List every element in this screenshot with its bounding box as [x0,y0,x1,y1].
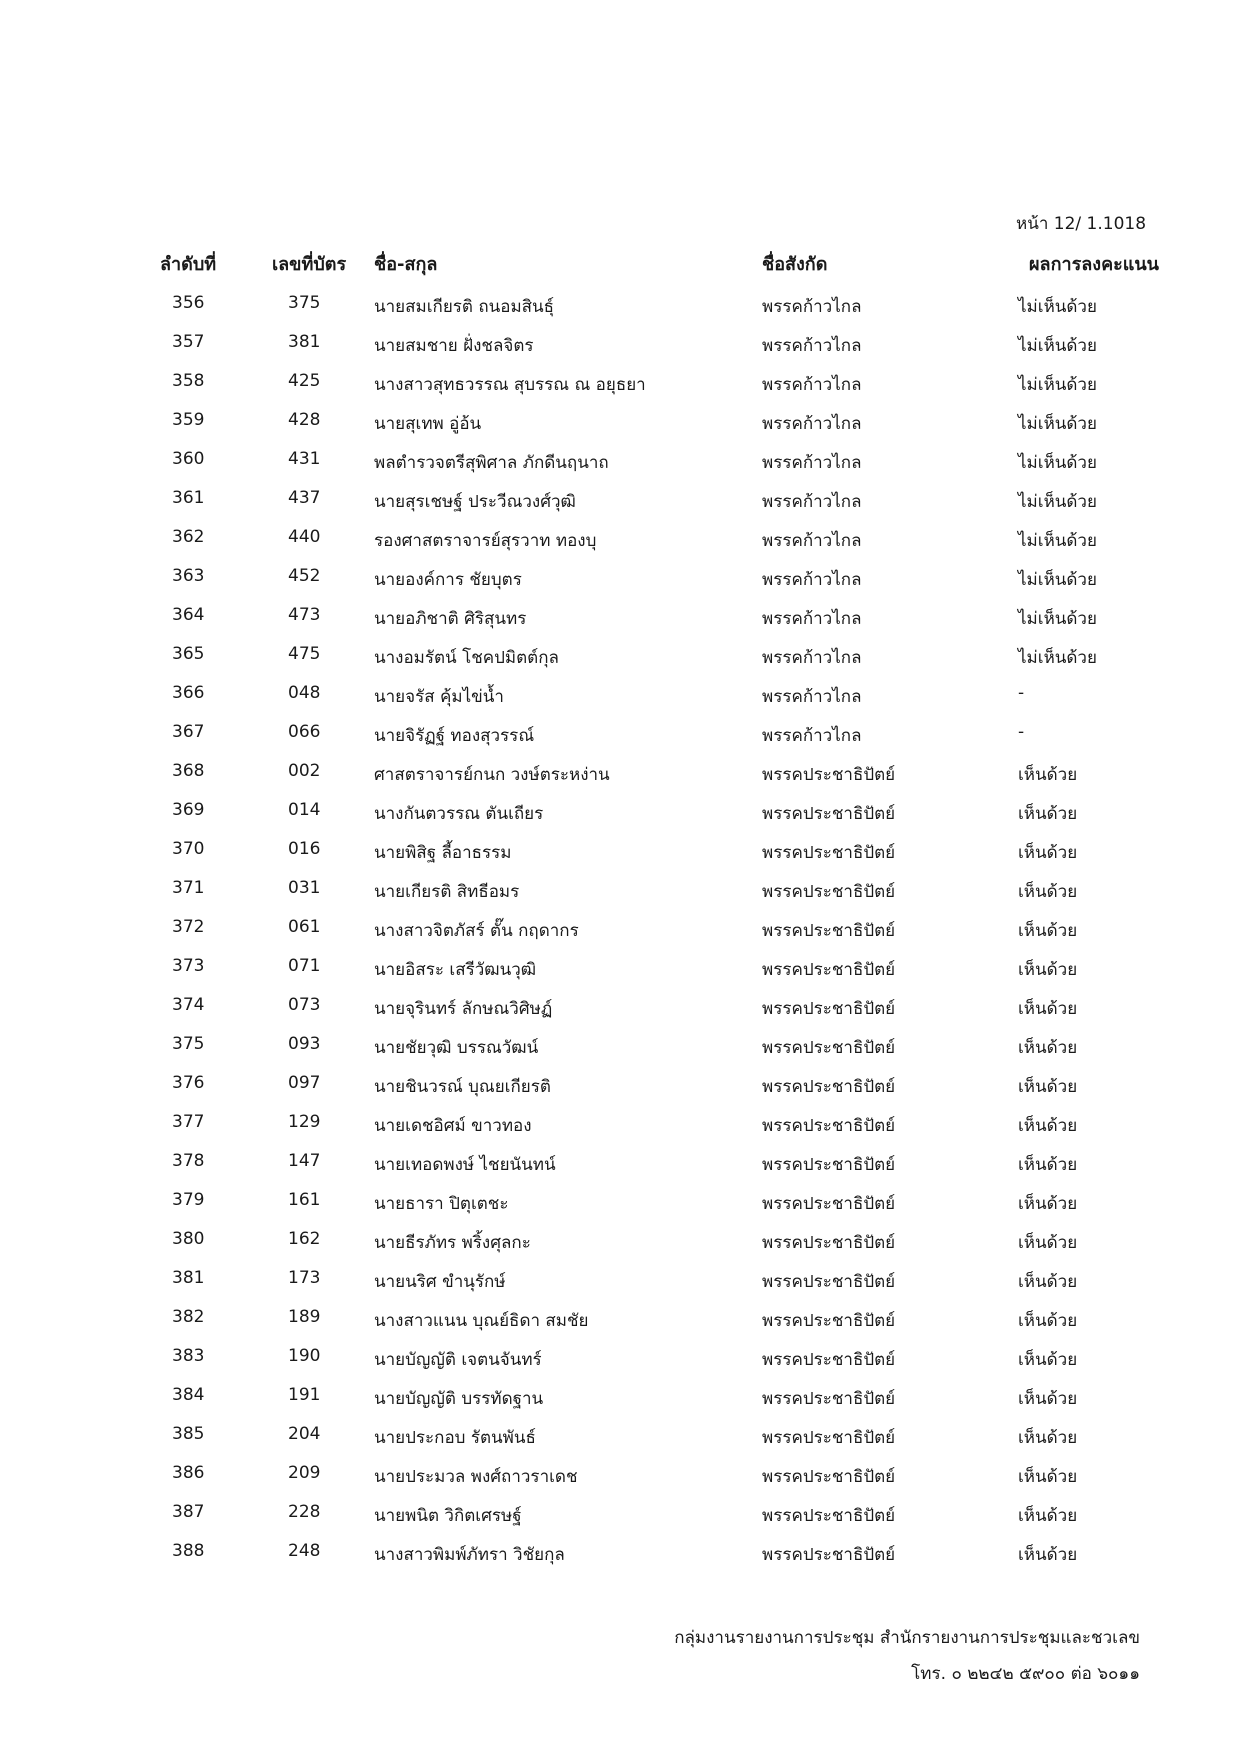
row-card-number: 073 [288,995,321,1015]
row-name: นางกันตวรรณ ตันเถียร [374,804,544,824]
row-card-number: 228 [288,1502,321,1522]
row-vote-result: เห็นด้วย [1018,921,1078,941]
row-name: นางสาวพิมพ์ภัทรา วิชัยกุล [374,1545,565,1565]
row-party: พรรคประชาธิปัตย์ [762,1506,896,1526]
row-party: พรรคประชาธิปัตย์ [762,1038,896,1058]
row-sequence: 381 [172,1268,205,1288]
row-sequence: 363 [172,566,205,586]
row-card-number: 031 [288,878,321,898]
table-row [160,1260,1170,1299]
row-sequence: 362 [172,527,205,547]
row-vote-result: เห็นด้วย [1018,1428,1078,1448]
row-party: พรรคก้าวไกล [762,297,862,317]
row-card-number: 248 [288,1541,321,1561]
row-name: นายองค์การ ชัยบุตร [374,570,522,590]
row-sequence: 366 [172,683,205,703]
table-row [160,1026,1170,1065]
row-sequence: 382 [172,1307,205,1327]
row-party: พรรคประชาธิปัตย์ [762,999,896,1019]
row-name: นายสุเทพ อู่อ้น [374,414,482,434]
table-row [160,870,1170,909]
row-vote-result: เห็นด้วย [1018,1545,1078,1565]
row-vote-result: เห็นด้วย [1018,1116,1078,1136]
row-card-number: 440 [288,527,321,547]
row-card-number: 048 [288,683,321,703]
row-card-number: 473 [288,605,321,625]
row-card-number: 161 [288,1190,321,1210]
row-card-number: 452 [288,566,321,586]
table-row [160,1221,1170,1260]
row-card-number: 209 [288,1463,321,1483]
row-name: นางสาวสุทธวรรณ สุบรรณ ณ อยุธยา [374,375,646,395]
row-sequence: 388 [172,1541,205,1561]
table-row [160,519,1170,558]
header-card-number: เลขที่บัตร [272,254,347,275]
row-name: นายนริศ ขำนุรักษ์ [374,1272,506,1292]
row-name: นายพิสิฐ ลี้อาธรรม [374,843,512,863]
row-name: นายพนิต วิกิตเศรษฐ์ [374,1506,522,1526]
row-card-number: 381 [288,332,321,352]
row-sequence: 383 [172,1346,205,1366]
row-name: นายธารา ปิตุเตชะ [374,1194,509,1214]
table-row [160,1416,1170,1455]
row-vote-result: - [1018,683,1025,703]
row-name: นายสุรเชษฐ์ ประวีณวงศ์วุฒิ [374,492,576,512]
row-vote-result: เห็นด้วย [1018,1194,1078,1214]
row-party: พรรคก้าวไกล [762,687,862,707]
row-party: พรรคก้าวไกล [762,726,862,746]
row-party: พรรคประชาธิปัตย์ [762,921,896,941]
row-name: นายอภิชาติ ศิริสุนทร [374,609,527,629]
row-name: นายเทอดพงษ์ ไชยนันทน์ [374,1155,556,1175]
row-sequence: 370 [172,839,205,859]
row-name: นายจรัส คุ้มไข่น้ำ [374,687,504,707]
row-sequence: 378 [172,1151,205,1171]
row-card-number: 191 [288,1385,321,1405]
row-sequence: 373 [172,956,205,976]
row-party: พรรคประชาธิปัตย์ [762,1272,896,1292]
row-name: นายจุรินทร์ ลักษณวิศิษฏ์ [374,999,553,1019]
row-vote-result: ไม่เห็นด้วย [1018,297,1097,317]
row-vote-result: เห็นด้วย [1018,804,1078,824]
row-card-number: 437 [288,488,321,508]
row-name: นายเกียรติ สิทธีอมร [374,882,520,902]
table-row [160,1104,1170,1143]
table-row [160,285,1170,324]
row-vote-result: เห็นด้วย [1018,1233,1078,1253]
row-sequence: 359 [172,410,205,430]
row-party: พรรคประชาธิปัตย์ [762,1467,896,1487]
row-name: นายอิสระ เสรีวัฒนวุฒิ [374,960,537,980]
table-row [160,558,1170,597]
row-vote-result: เห็นด้วย [1018,1350,1078,1370]
footer [640,1620,1140,1692]
header-name: ชื่อ-สกุล [374,254,438,275]
row-sequence: 376 [172,1073,205,1093]
row-sequence: 384 [172,1385,205,1405]
row-vote-result: เห็นด้วย [1018,1077,1078,1097]
row-name: รองศาสตราจารย์สุรวาท ทองบุ [374,531,597,551]
row-party: พรรคก้าวไกล [762,570,862,590]
row-party: พรรคประชาธิปัตย์ [762,1116,896,1136]
row-name: นายจิรัฏฐ์ ทองสุวรรณ์ [374,726,535,746]
header-vote-result: ผลการลงคะแนน [1029,254,1159,275]
row-sequence: 357 [172,332,205,352]
row-party: พรรคประชาธิปัตย์ [762,1233,896,1253]
row-sequence: 364 [172,605,205,625]
table-row [160,636,1170,675]
row-name: นายสมชาย ฝั่งชลจิตร [374,336,534,356]
row-party: พรรคประชาธิปัตย์ [762,1350,896,1370]
table-row [160,363,1170,402]
table-row [160,1182,1170,1221]
row-name: นางอมรัตน์ โชคปมิตต์กุล [374,648,559,668]
row-name: นายบัญญัติ บรรทัดฐาน [374,1389,544,1409]
row-sequence: 387 [172,1502,205,1522]
row-party: พรรคประชาธิปัตย์ [762,1155,896,1175]
row-card-number: 475 [288,644,321,664]
table-row [160,948,1170,987]
row-party: พรรคก้าวไกล [762,492,862,512]
row-card-number: 204 [288,1424,321,1444]
row-card-number: 097 [288,1073,321,1093]
row-party: พรรคประชาธิปัตย์ [762,1389,896,1409]
row-sequence: 372 [172,917,205,937]
header-sequence: ลำดับที่ [160,254,217,275]
row-vote-result: เห็นด้วย [1018,1467,1078,1487]
row-vote-result: เห็นด้วย [1018,999,1078,1019]
row-sequence: 385 [172,1424,205,1444]
row-name: นางสาวแนน บุณย์ธิดา สมชัย [374,1311,589,1331]
row-party: พรรคก้าวไกล [762,648,862,668]
row-sequence: 369 [172,800,205,820]
row-party: พรรคประชาธิปัตย์ [762,843,896,863]
row-card-number: 425 [288,371,321,391]
row-party: พรรคก้าวไกล [762,609,862,629]
row-name: นายสมเกียรติ ถนอมสินธุ์ [374,297,555,317]
row-vote-result: เห็นด้วย [1018,843,1078,863]
row-party: พรรคประชาธิปัตย์ [762,1545,896,1565]
row-sequence: 386 [172,1463,205,1483]
row-party: พรรคก้าวไกล [762,375,862,395]
row-card-number: 014 [288,800,321,820]
row-name: นางสาวจิตภัสร์ ตั๊น กฤดากร [374,921,579,941]
row-card-number: 016 [288,839,321,859]
table-row [160,597,1170,636]
table-row [160,441,1170,480]
row-vote-result: ไม่เห็นด้วย [1018,453,1097,473]
table-row [160,1494,1170,1533]
row-vote-result: - [1018,722,1025,742]
row-card-number: 431 [288,449,321,469]
table-row [160,480,1170,519]
footer-department: กลุ่มงานรายงานการประชุม สำนักรายงานการประชุมและชวเลข [674,1628,1140,1648]
row-vote-result: ไม่เห็นด้วย [1018,609,1097,629]
row-sequence: 379 [172,1190,205,1210]
row-card-number: 129 [288,1112,321,1132]
table-row [160,909,1170,948]
footer-phone: โทร. ๐ ๒๒๔๒ ๕๙๐๐ ต่อ ๖๐๑๑ [911,1664,1140,1684]
row-card-number: 066 [288,722,321,742]
table-row [160,792,1170,831]
row-party: พรรคประชาธิปัตย์ [762,1428,896,1448]
table-header [160,241,1170,285]
row-party: พรรคประชาธิปัตย์ [762,882,896,902]
row-sequence: 375 [172,1034,205,1054]
row-sequence: 356 [172,293,205,313]
row-vote-result: เห็นด้วย [1018,1155,1078,1175]
row-name: นายบัญญัติ เจตนจันทร์ [374,1350,542,1370]
page-number: หน้า 12/ 1.1018 [1016,214,1147,234]
row-card-number: 147 [288,1151,321,1171]
row-name: นายเดชอิศม์ ขาวทอง [374,1116,532,1136]
row-vote-result: เห็นด้วย [1018,1311,1078,1331]
row-card-number: 375 [288,293,321,313]
row-vote-result: เห็นด้วย [1018,960,1078,980]
row-party: พรรคก้าวไกล [762,414,862,434]
table-row [160,675,1170,714]
table-row [160,1338,1170,1377]
row-card-number: 071 [288,956,321,976]
row-vote-result: ไม่เห็นด้วย [1018,648,1097,668]
table-row [160,1455,1170,1494]
row-vote-result: ไม่เห็นด้วย [1018,375,1097,395]
row-sequence: 368 [172,761,205,781]
row-card-number: 162 [288,1229,321,1249]
table-row [160,1143,1170,1182]
row-name: นายประมวล พงศ์ถาวราเดช [374,1467,578,1487]
row-vote-result: เห็นด้วย [1018,1389,1078,1409]
table-row [160,1065,1170,1104]
row-sequence: 371 [172,878,205,898]
table-row [160,1299,1170,1338]
row-vote-result: ไม่เห็นด้วย [1018,336,1097,356]
row-card-number: 002 [288,761,321,781]
row-name: ศาสตราจารย์กนก วงษ์ตระหง่าน [374,765,610,785]
row-vote-result: เห็นด้วย [1018,882,1078,902]
row-party: พรรคประชาธิปัตย์ [762,960,896,980]
row-name: นายธีรภัทร พริ้งศุลกะ [374,1233,531,1253]
row-party: พรรคก้าวไกล [762,336,862,356]
row-vote-result: ไม่เห็นด้วย [1018,414,1097,434]
row-vote-result: เห็นด้วย [1018,1506,1078,1526]
row-sequence: 374 [172,995,205,1015]
table-row [160,987,1170,1026]
row-party: พรรคก้าวไกล [762,531,862,551]
table-row [160,1533,1170,1572]
row-card-number: 093 [288,1034,321,1054]
row-sequence: 365 [172,644,205,664]
row-card-number: 061 [288,917,321,937]
table-row [160,324,1170,363]
row-vote-result: ไม่เห็นด้วย [1018,531,1097,551]
row-name: พลตำรวจตรีสุพิศาล ภักดีนฤนาถ [374,453,609,473]
row-vote-result: ไม่เห็นด้วย [1018,492,1097,512]
table-row [160,714,1170,753]
row-name: นายชัยวุฒิ บรรณวัฒน์ [374,1038,539,1058]
row-party: พรรคประชาธิปัตย์ [762,1311,896,1331]
row-sequence: 367 [172,722,205,742]
table-row [160,831,1170,870]
row-vote-result: เห็นด้วย [1018,1038,1078,1058]
row-vote-result: เห็นด้วย [1018,765,1078,785]
row-sequence: 358 [172,371,205,391]
table-row [160,402,1170,441]
row-party: พรรคประชาธิปัตย์ [762,1077,896,1097]
row-party: พรรคก้าวไกล [762,453,862,473]
row-vote-result: ไม่เห็นด้วย [1018,570,1097,590]
row-sequence: 360 [172,449,205,469]
row-party: พรรคประชาธิปัตย์ [762,804,896,824]
header-party: ชื่อสังกัด [762,254,828,275]
row-party: พรรคประชาธิปัตย์ [762,765,896,785]
vote-table [160,241,1170,1572]
row-card-number: 190 [288,1346,321,1366]
row-vote-result: เห็นด้วย [1018,1272,1078,1292]
row-name: นายประกอบ รัตนพันธ์ [374,1428,536,1448]
row-sequence: 361 [172,488,205,508]
row-card-number: 173 [288,1268,321,1288]
row-card-number: 428 [288,410,321,430]
table-row [160,1377,1170,1416]
row-party: พรรคประชาธิปัตย์ [762,1194,896,1214]
row-name: นายชินวรณ์ บุณยเกียรติ [374,1077,551,1097]
row-card-number: 189 [288,1307,321,1327]
row-sequence: 377 [172,1112,205,1132]
row-sequence: 380 [172,1229,205,1249]
table-row [160,753,1170,792]
